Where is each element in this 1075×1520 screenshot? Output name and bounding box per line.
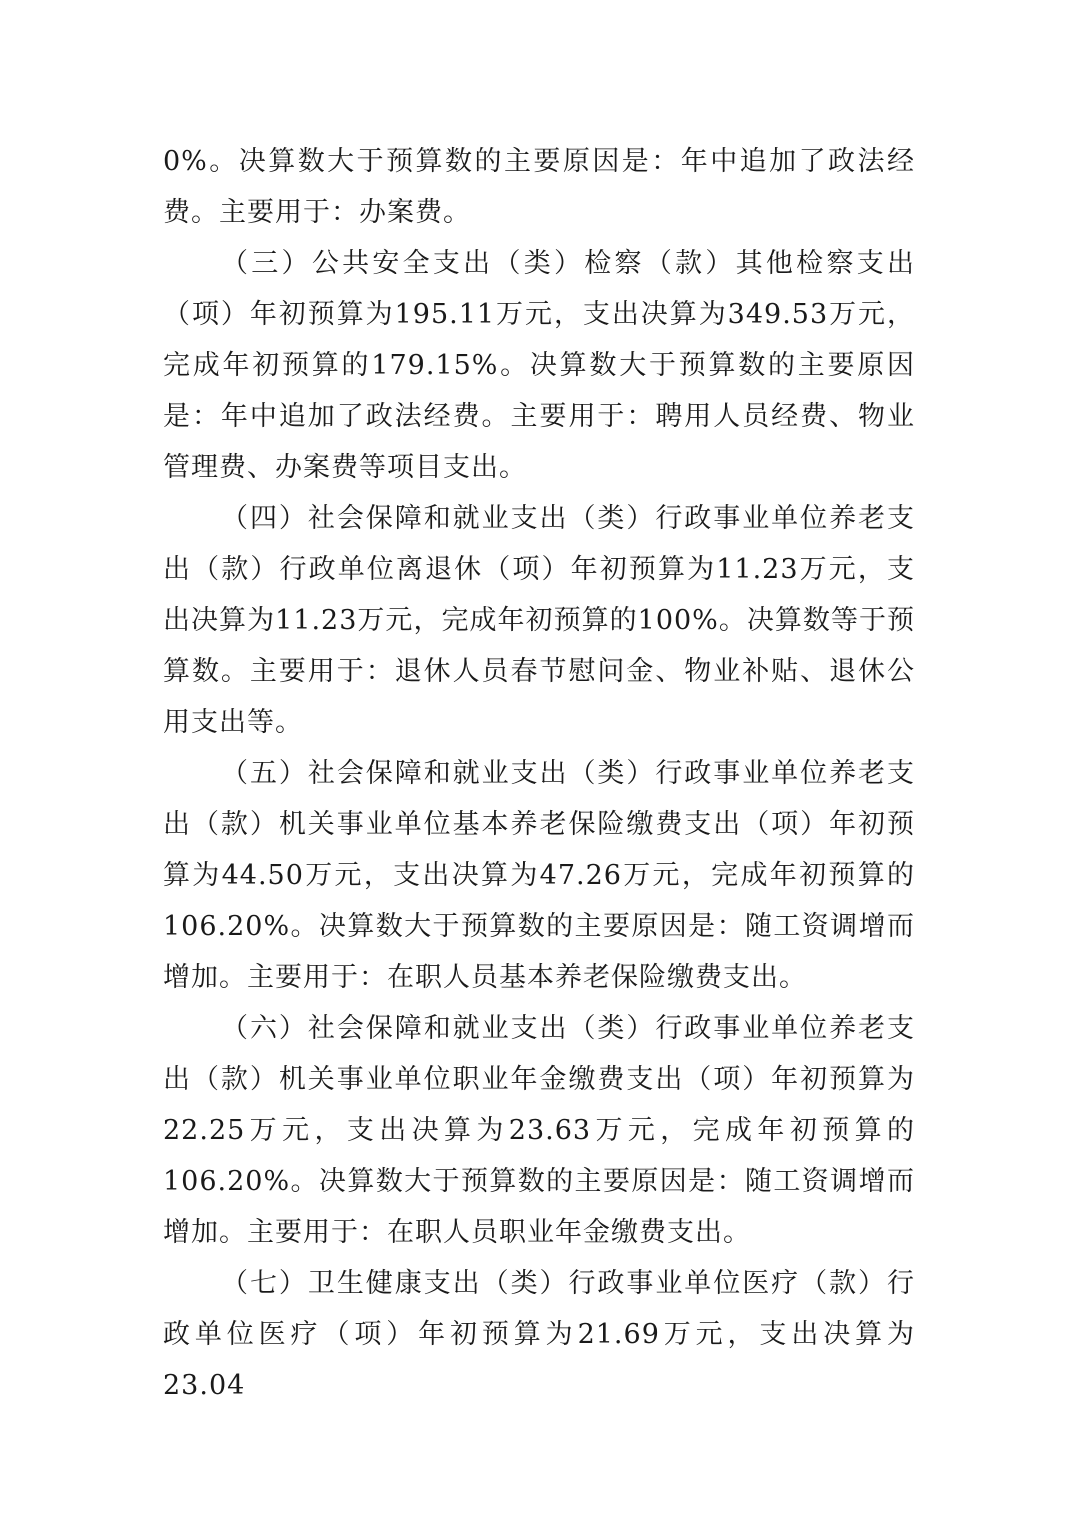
paragraph-item-6: （六）社会保障和就业支出（类）行政事业单位养老支出（款）机关事业单位职业年金缴费支出（项）年初预算为22.25万元，支出决算为23.63万元，完成年初预算的106.20%。决算数大于预算数的主要原因是：随工资调增而增加。主要用于：在职人员职业年金缴费支出。 <box>163 1013 915 1248</box>
paragraph-continued: 0%。决算数大于预算数的主要原因是：年中追加了政法经费。主要用于：办案费。 <box>163 146 915 228</box>
document-body <box>163 136 915 1411</box>
paragraph-item-4: （四）社会保障和就业支出（类）行政事业单位养老支出（款）行政单位离退休（项）年初预算为11.23万元，支出决算为11.23万元，完成年初预算的100%。决算数等于预算数。主要用于：退休人员春节慰问金、物业补贴、退休公用支出等。 <box>163 503 915 738</box>
paragraph-item-3: （三）公共安全支出（类）检察（款）其他检察支出（项）年初预算为195.11万元，支出决算为349.53万元，完成年初预算的179.15%。决算数大于预算数的主要原因是：年中追加了政法经费。主要用于：聘用人员经费、物业管理费、办案费等项目支出。 <box>163 248 915 483</box>
paragraph-item-7: （七）卫生健康支出（类）行政事业单位医疗（款）行政单位医疗（项）年初预算为21.69万元，支出决算为23.04 <box>163 1268 915 1401</box>
paragraph-item-5: （五）社会保障和就业支出（类）行政事业单位养老支出（款）机关事业单位基本养老保险缴费支出（项）年初预算为44.50万元，支出决算为47.26万元，完成年初预算的106.20%。决算数大于预算数的主要原因是：随工资调增而增加。主要用于：在职人员基本养老保险缴费支出。 <box>163 758 915 993</box>
